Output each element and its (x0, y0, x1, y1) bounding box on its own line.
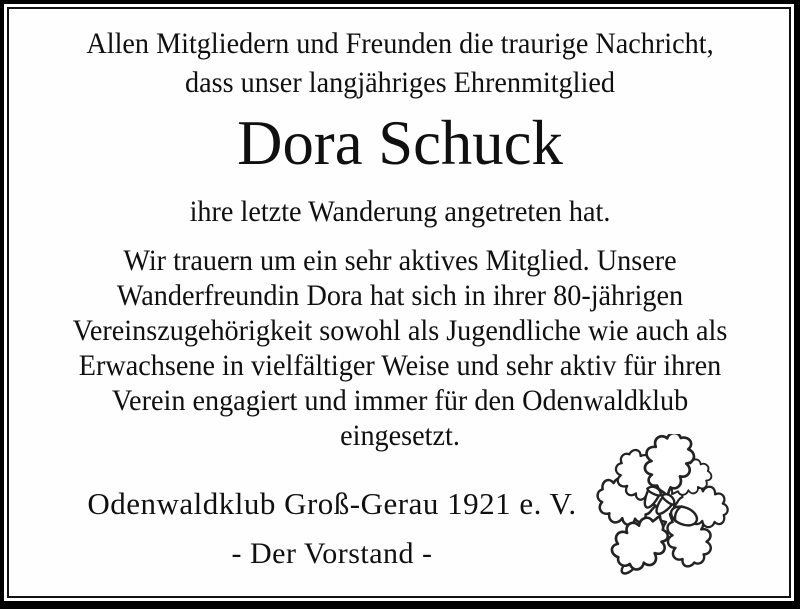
paragraph-line: Erwachsene in vielfältiger Weise und sehr aktiv für ihren (78, 349, 722, 382)
intro-line-2: dass unser langjähriges Ehrenmitglied (185, 66, 615, 99)
club-name: Odenwaldklub Groß-Gerau 1921 e. V. (87, 486, 577, 521)
oak-leaves-acorns-icon (586, 434, 744, 590)
deceased-name: Dora Schuck (237, 107, 563, 178)
paragraph-line: Wir trauern um ein sehr aktives Mitglied. Unsere (123, 244, 677, 277)
paragraph-line: eingesetzt. (340, 419, 460, 452)
paragraph-line: Vereinszugehörigkeit sowohl als Jugendliche wie auch als (72, 314, 728, 347)
obituary-paragraph (24, 243, 776, 453)
signature: - Der Vorstand - (231, 537, 433, 570)
intro-line-1: Allen Mitgliedern und Freunden die traurige Nachricht, (86, 27, 714, 60)
paragraph-line: Wanderfreundin Dora hat sich in ihrer 80-jährigen (116, 279, 684, 312)
subtitle: ihre letzte Wanderung angetreten hat. (189, 195, 611, 228)
intro-text (24, 24, 776, 102)
paragraph-line: Verein engagiert und immer für den Odenwaldklub (111, 384, 689, 417)
